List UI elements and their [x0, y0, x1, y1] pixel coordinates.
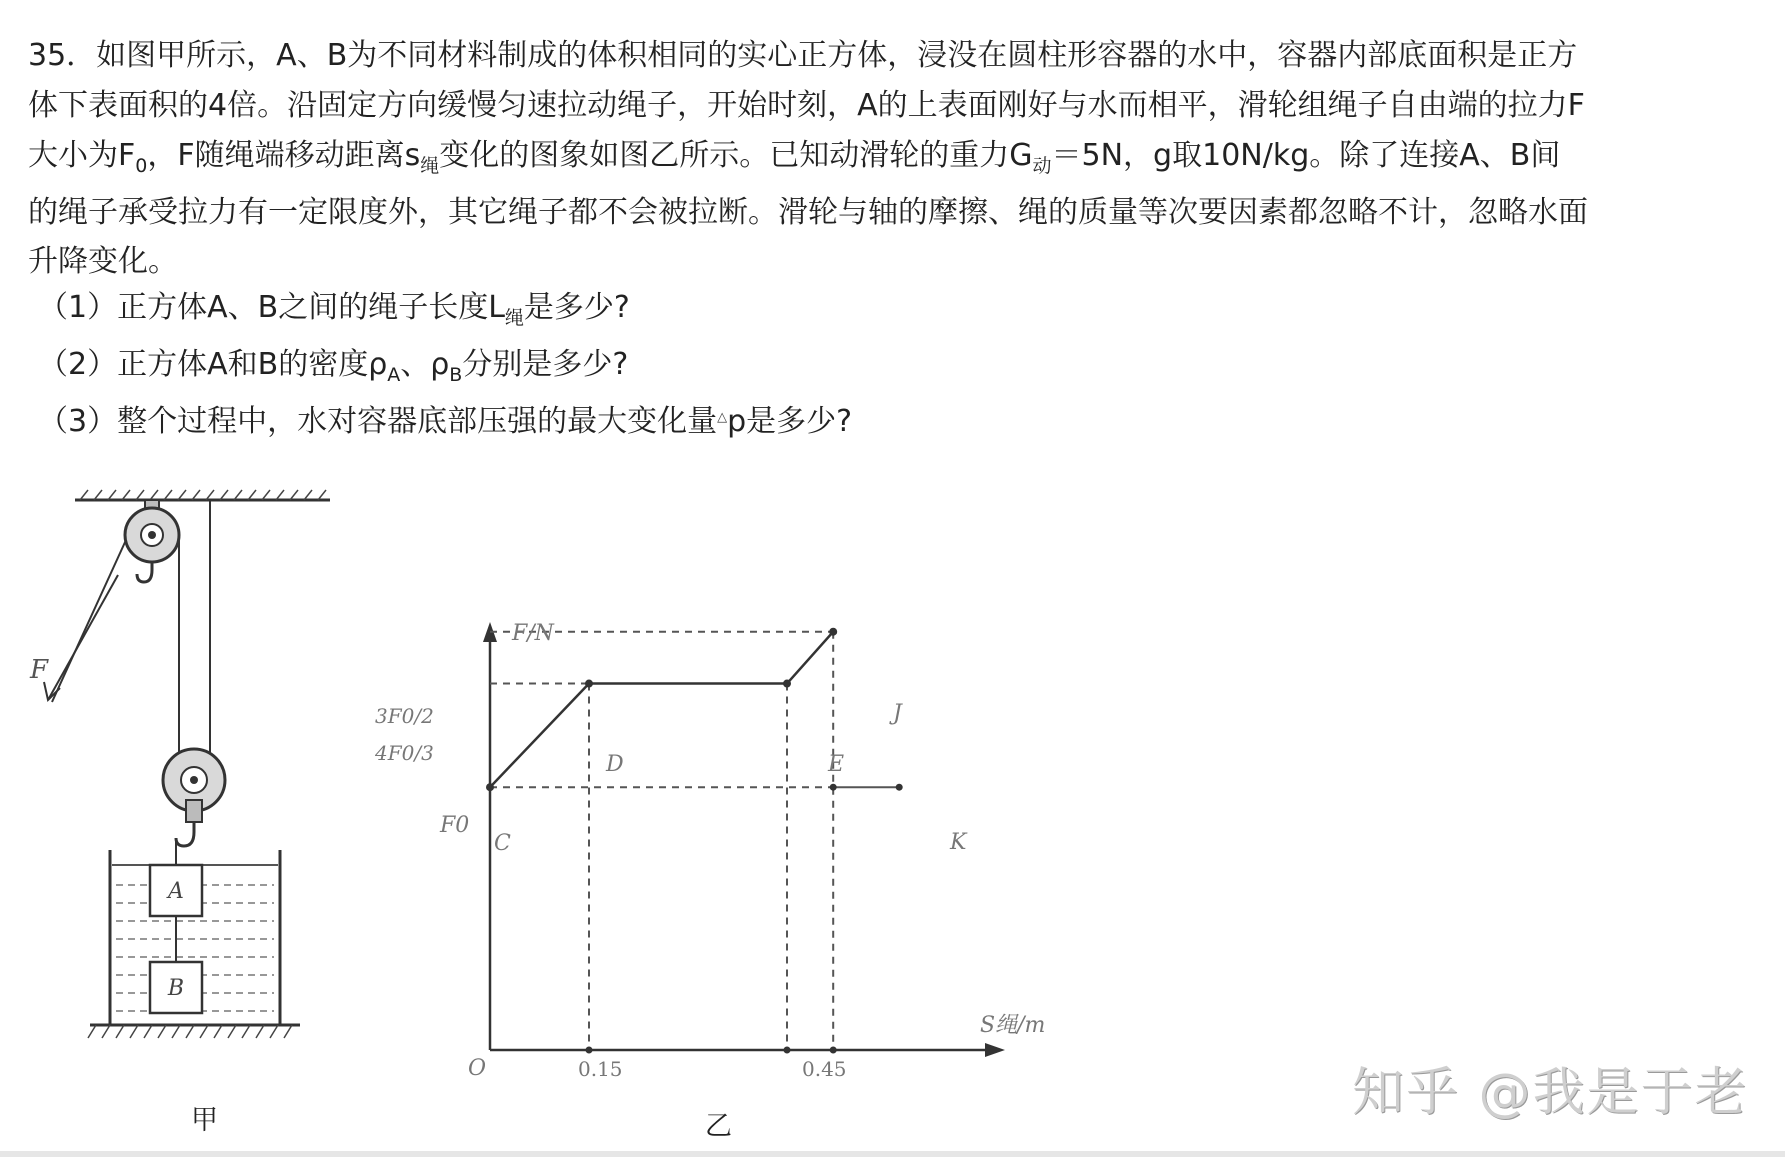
segment-e-j	[787, 632, 833, 684]
movable-pulley	[163, 749, 225, 846]
data-point-k	[896, 784, 903, 791]
watermark: 知乎 @我是于老	[1352, 1063, 1749, 1123]
figure-jia-caption: 甲	[191, 1105, 218, 1136]
f0-subscript: 0	[135, 155, 148, 177]
graph-axes	[483, 622, 1005, 1057]
x-tick-0-45: 0.45	[802, 1057, 847, 1081]
point-label-e: E	[828, 752, 845, 777]
axis-tick-point-0	[586, 1047, 593, 1054]
guide-lines	[490, 632, 833, 1050]
q1-part-a: （1）正方体A、B之间的绳子长度L	[38, 290, 505, 325]
page-bottom-border	[0, 1151, 1785, 1157]
problem-line-5: 升降变化。	[28, 244, 178, 279]
figure-yi-caption: 乙	[705, 1111, 732, 1142]
figure-yi-force-graph	[375, 600, 1046, 1081]
x-axis-label: S绳/m	[980, 1013, 1046, 1038]
figure-jia-pulley-diagram	[30, 490, 330, 1050]
point-label-k: K	[950, 830, 967, 855]
line3-part-d: ＝5N，g取10N/kg。除了连接A、B间	[1051, 138, 1561, 173]
q3-part-b: p是多少?	[727, 404, 853, 439]
q2-subscript-b: B	[449, 364, 463, 386]
fixed-pulley	[125, 500, 179, 582]
cube-a-label: A	[168, 879, 184, 904]
g-subscript: 动	[1032, 155, 1052, 177]
problem-line-4: 的绳子承受拉力有一定限度外，其它绳子都不会被拉断。滑轮与轴的摩擦、绳的质量等次要因素都忽略不计，忽略水面	[28, 195, 1588, 230]
question-1	[38, 282, 630, 329]
q2-part-a: （2）正方体A和B的密度ρ	[38, 347, 388, 382]
data-point-c	[486, 783, 494, 791]
s-subscript: 绳	[420, 155, 440, 177]
cube-b-label: B	[167, 976, 185, 1001]
y-axis-label: F/N	[512, 621, 554, 646]
force-label: F	[30, 655, 49, 685]
point-label-c: C	[494, 831, 511, 856]
line3-part-c: 变化的图象如图乙所示。已知动滑轮的重力G	[439, 138, 1033, 173]
q1-part-b: 是多少?	[523, 290, 630, 325]
segment-c-d	[490, 684, 589, 788]
delta-symbol: △	[717, 410, 728, 425]
q2-subscript-a: A	[387, 364, 401, 386]
line3-part-b: ，F随绳端移动距离s	[147, 138, 421, 173]
x-tick-0-15: 0.15	[578, 1057, 623, 1081]
question-2	[38, 339, 629, 386]
q2-part-b: 分别是多少?	[462, 347, 629, 382]
cube-a	[150, 865, 202, 916]
line3-part-a: 大小为F	[28, 138, 136, 173]
origin-label: O	[468, 1056, 487, 1081]
problem-line-2: 体下表面积的4倍。沿固定方向缓慢匀速拉动绳子，开始时刻，A的上表面刚好与水而相平，滑轮组绳子自由端的拉力F	[28, 88, 1585, 123]
data-point-e	[783, 680, 791, 688]
point-label-d: D	[606, 752, 624, 777]
y-tick-f0: F0	[440, 813, 470, 838]
data-point-j	[829, 628, 837, 636]
data-point-d	[585, 680, 593, 688]
point-label-j: J	[893, 701, 902, 726]
q2-part-mid: 、ρ	[400, 347, 450, 382]
problem-line-1: 35．如图甲所示，A、B为不同材料制成的体积相同的实心正方体，浸没在圆柱形容器的水中，容器内部底面积是正方	[28, 38, 1578, 73]
axis-tick-point-1	[784, 1047, 791, 1054]
graph-labels	[374, 621, 1045, 1081]
y-tick-4f0-over-3: 4F0/3	[375, 741, 434, 765]
cube-b	[150, 962, 202, 1013]
question-3	[38, 396, 852, 440]
axis-tick-point-2	[830, 1047, 837, 1054]
q3-part-a: （3）整个过程中，水对容器底部压强的最大变化量	[38, 404, 718, 439]
y-tick-3f0-over-2: 3F0/2	[375, 704, 434, 728]
data-point-j-drop	[830, 784, 837, 791]
q1-subscript: 绳	[504, 307, 524, 329]
ceiling-mount	[75, 490, 330, 500]
data-points	[486, 628, 903, 1054]
problem-line-3	[28, 130, 1561, 177]
